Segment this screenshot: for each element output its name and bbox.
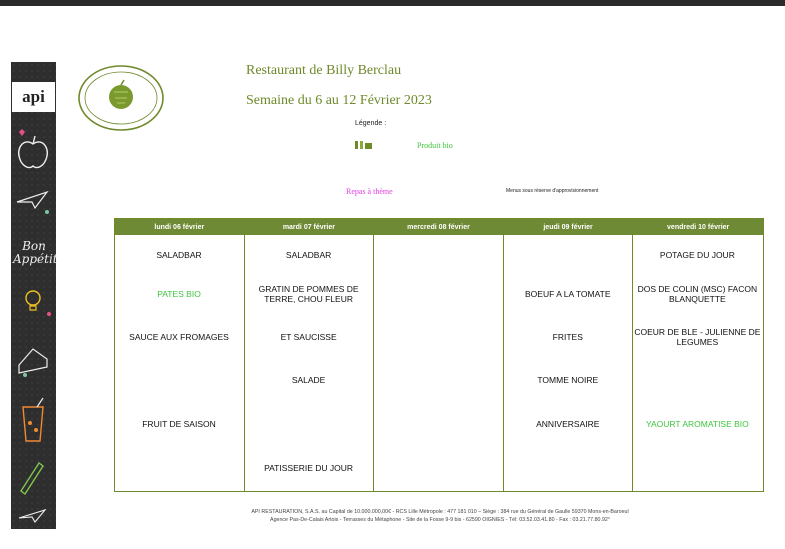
lightbulb-icon	[11, 284, 56, 318]
day-column-tuesday	[245, 219, 375, 491]
menu-item: YAOURT AROMATISE BIO	[645, 419, 749, 429]
menu-item: POTAGE DU JOUR	[659, 250, 735, 260]
menu-item: SALADBAR	[285, 250, 332, 260]
menu-item: ET SAUCISSE	[280, 332, 337, 342]
day-column-monday	[115, 219, 245, 491]
menu-item	[374, 274, 502, 314]
menu-item	[374, 448, 502, 488]
paper-plane-icon	[11, 184, 56, 214]
menu-item: TOMME NOIRE	[537, 375, 599, 385]
menu-item	[374, 317, 502, 357]
menu-item: FRITES	[552, 332, 583, 342]
menu-item: DOS DE COLIN (MSC) FACON BLANQUETTE	[637, 284, 758, 304]
footer-line-1: API RESTAURATION, S.A.S. au Capital de 10.000.000,00€ - RCS Lille Métropole : 477 181 010 – Siège : 384 rue du Général de Gaulle 59370 Mons-en-Baroeul	[251, 509, 629, 515]
company-footer	[120, 508, 760, 524]
drink-glass-icon	[11, 397, 56, 447]
week-title: Semaine du 6 au 12 Février 2023	[246, 93, 432, 108]
decorative-sidebar	[11, 62, 56, 529]
menu-item	[115, 360, 243, 400]
paper-plane-small-icon	[11, 502, 56, 526]
bon-appetit-text: Bon Appétit	[13, 239, 58, 266]
bio-logo-icon	[354, 139, 373, 151]
day-column-friday	[633, 219, 763, 491]
reserve-note: Menus sous réserve d'approvisionnement	[506, 188, 599, 194]
restaurant-title: Restaurant de Billy Berclau	[246, 63, 402, 78]
legend-title: Légende :	[355, 120, 387, 127]
pencil-icon	[11, 457, 56, 497]
menu-item	[374, 235, 502, 275]
menu-item	[633, 360, 761, 400]
theme-legend-label: Repas à thème	[346, 187, 393, 196]
cake-icon	[11, 337, 56, 377]
menu-item	[633, 448, 761, 488]
gemrcn-seal	[77, 64, 165, 132]
menu-item: COEUR DE BLE - JULIENNE DE LEGUMES	[634, 327, 761, 347]
menu-item: ANNIVERSAIRE	[536, 419, 600, 429]
menu-item	[374, 360, 502, 400]
api-logo: api	[12, 82, 55, 112]
menu-item	[374, 404, 502, 444]
menu-item	[245, 404, 373, 444]
menu-item: PATISSERIE DU JOUR	[264, 463, 354, 473]
menu-item	[504, 235, 632, 275]
top-bar	[0, 0, 785, 6]
day-header: vendredi 10 février	[633, 219, 763, 235]
day-header: mercredi 08 février	[374, 219, 503, 235]
menu-item: SALADBAR	[156, 250, 202, 260]
menu-item: SAUCE AUX FROMAGES	[129, 332, 229, 342]
menu-item: SALADE	[291, 375, 326, 385]
footer-line-2: Agence Pas-De-Calais Artois - Terrasses du Métaphone - Site de la Fosse 9-9 bis - 62590 OIGNIES - Tél: 03.52.03.41.80 - Fax : 03.21.77.80.92°	[270, 517, 610, 523]
day-header: lundi 06 février	[115, 219, 244, 235]
menu-item: GRATIN DE POMMES DE TERRE, CHOU FLEUR	[258, 284, 359, 304]
menu-item: PATES BIO	[157, 289, 201, 299]
day-header: jeudi 09 février	[504, 219, 633, 235]
menu-item: BOEUF A LA TOMATE	[525, 289, 611, 299]
day-column-wednesday	[374, 219, 504, 491]
menu-item	[115, 448, 243, 488]
weekly-menu-table	[114, 218, 764, 492]
heart-apple-icon	[11, 124, 56, 174]
day-column-thursday	[504, 219, 634, 491]
bio-legend-label: Produit bio	[417, 141, 453, 150]
day-header: mardi 07 février	[245, 219, 374, 235]
menu-item: FRUIT DE SAISON	[142, 419, 216, 429]
menu-item	[504, 448, 632, 488]
